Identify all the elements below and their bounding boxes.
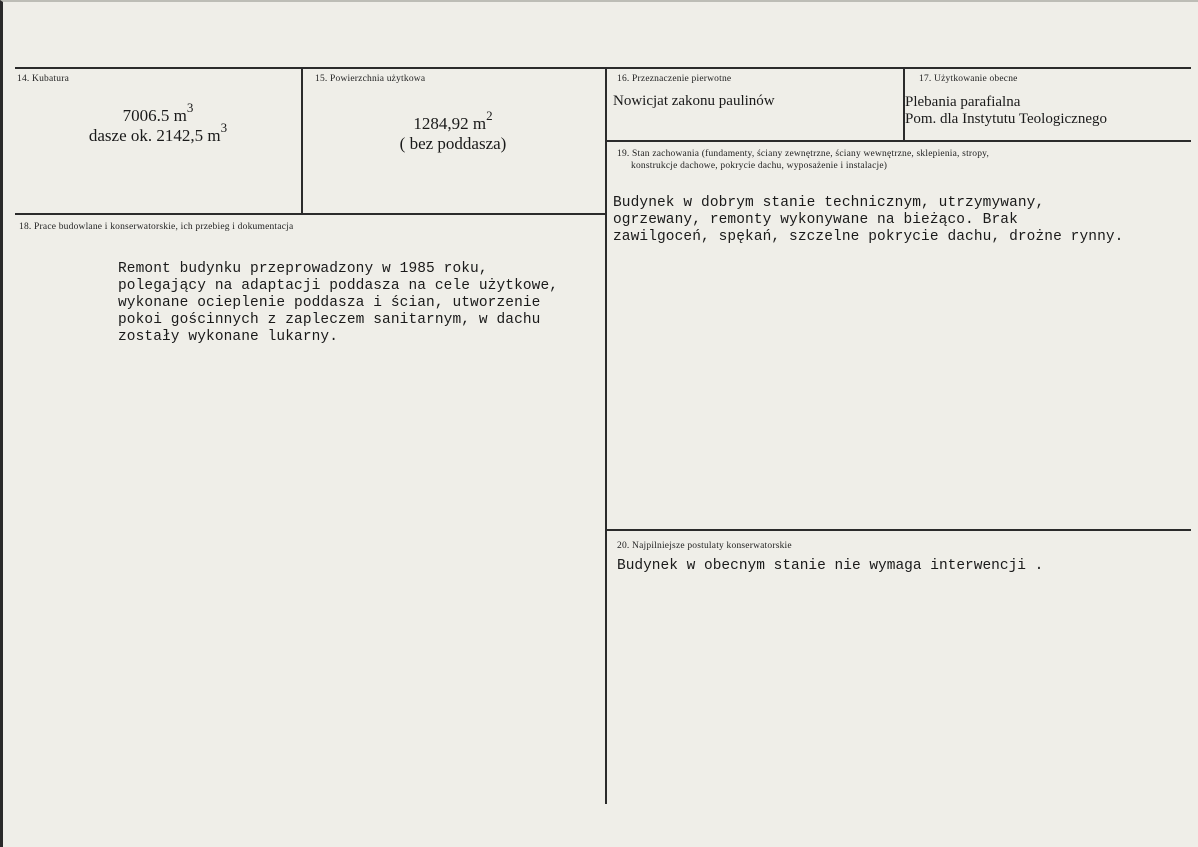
field-14-value [23, 100, 293, 146]
field-19-label-line-1: 19. Stan zachowania (fundamenty, ściany zewnętrzne, ściany wewnętrzne, sklepienia, stropy, [617, 149, 990, 159]
kubatura-main: 7006.5 m [122, 106, 187, 125]
field-16-value: Nowicjat zakonu paulinów [613, 93, 775, 109]
field-17-value [905, 94, 1107, 128]
field-19-value [613, 195, 1123, 246]
works-line: wykonane ocieplenie poddasza i ścian, utworzenie [118, 295, 541, 311]
main-vertical-divider [605, 69, 607, 804]
kubatura-roofs: dasze ok. 2142,5 m [88, 126, 221, 145]
field-19-label-line-2: konstrukcje dachowe, pokrycie dachu, wyposażenie i instalacje) [631, 161, 888, 171]
field-17-label: 17. Użytkowanie obecne [919, 74, 1018, 84]
current-use-line-1: Plebania parafialna [905, 94, 1021, 110]
field-18-value [118, 261, 558, 346]
field-19-label [617, 149, 989, 171]
field-15-value [308, 108, 598, 154]
works-line: zostały wykonane lukarny. [118, 329, 339, 345]
field-20-label: 20. Najpilniejsze postulaty konserwatorskie [617, 541, 792, 551]
superscript: 2 [486, 108, 493, 123]
superscript: 3 [186, 100, 194, 115]
works-line: polegający na adaptacji poddasza na cele użytkowe, [118, 278, 559, 294]
current-use-line-2: Pom. dla Instytutu Teologicznego [905, 111, 1107, 127]
condition-line: Budynek w dobrym stanie technicznym, utrzymywany, [613, 195, 1045, 211]
field-20-value: Budynek w obecnym stanie nie wymaga interwencji . [617, 558, 1044, 574]
condition-line: ogrzewany, remonty wykonywane na bieżąco. Brak [613, 212, 1018, 228]
works-line: pokoi gościnnych z zapleczem sanitarnym, w dachu [118, 312, 541, 328]
works-line: Remont budynku przeprowadzony w 1985 roku, [118, 261, 488, 277]
divider-14-15 [301, 69, 303, 214]
top-rule [15, 67, 1191, 69]
field-18-label: 18. Prace budowlane i konserwatorskie, ich przebieg i dokumentacja [19, 222, 294, 232]
field-15-label: 15. Powierzchnia użytkowa [315, 74, 426, 84]
field-14-label: 14. Kubatura [17, 74, 69, 84]
rule-above-20 [607, 529, 1191, 531]
area-main: 1284,92 m [413, 114, 487, 133]
field-16-label: 16. Przeznaczenie pierwotne [617, 74, 732, 84]
superscript: 3 [220, 120, 228, 135]
rule-below-16-17 [607, 140, 1191, 142]
condition-line: zawilgoceń, spękań, szczelne pokrycie dachu, drożne rynny. [613, 229, 1124, 245]
area-note: ( bez poddasza) [399, 134, 507, 153]
rule-below-14-15 [15, 213, 605, 215]
